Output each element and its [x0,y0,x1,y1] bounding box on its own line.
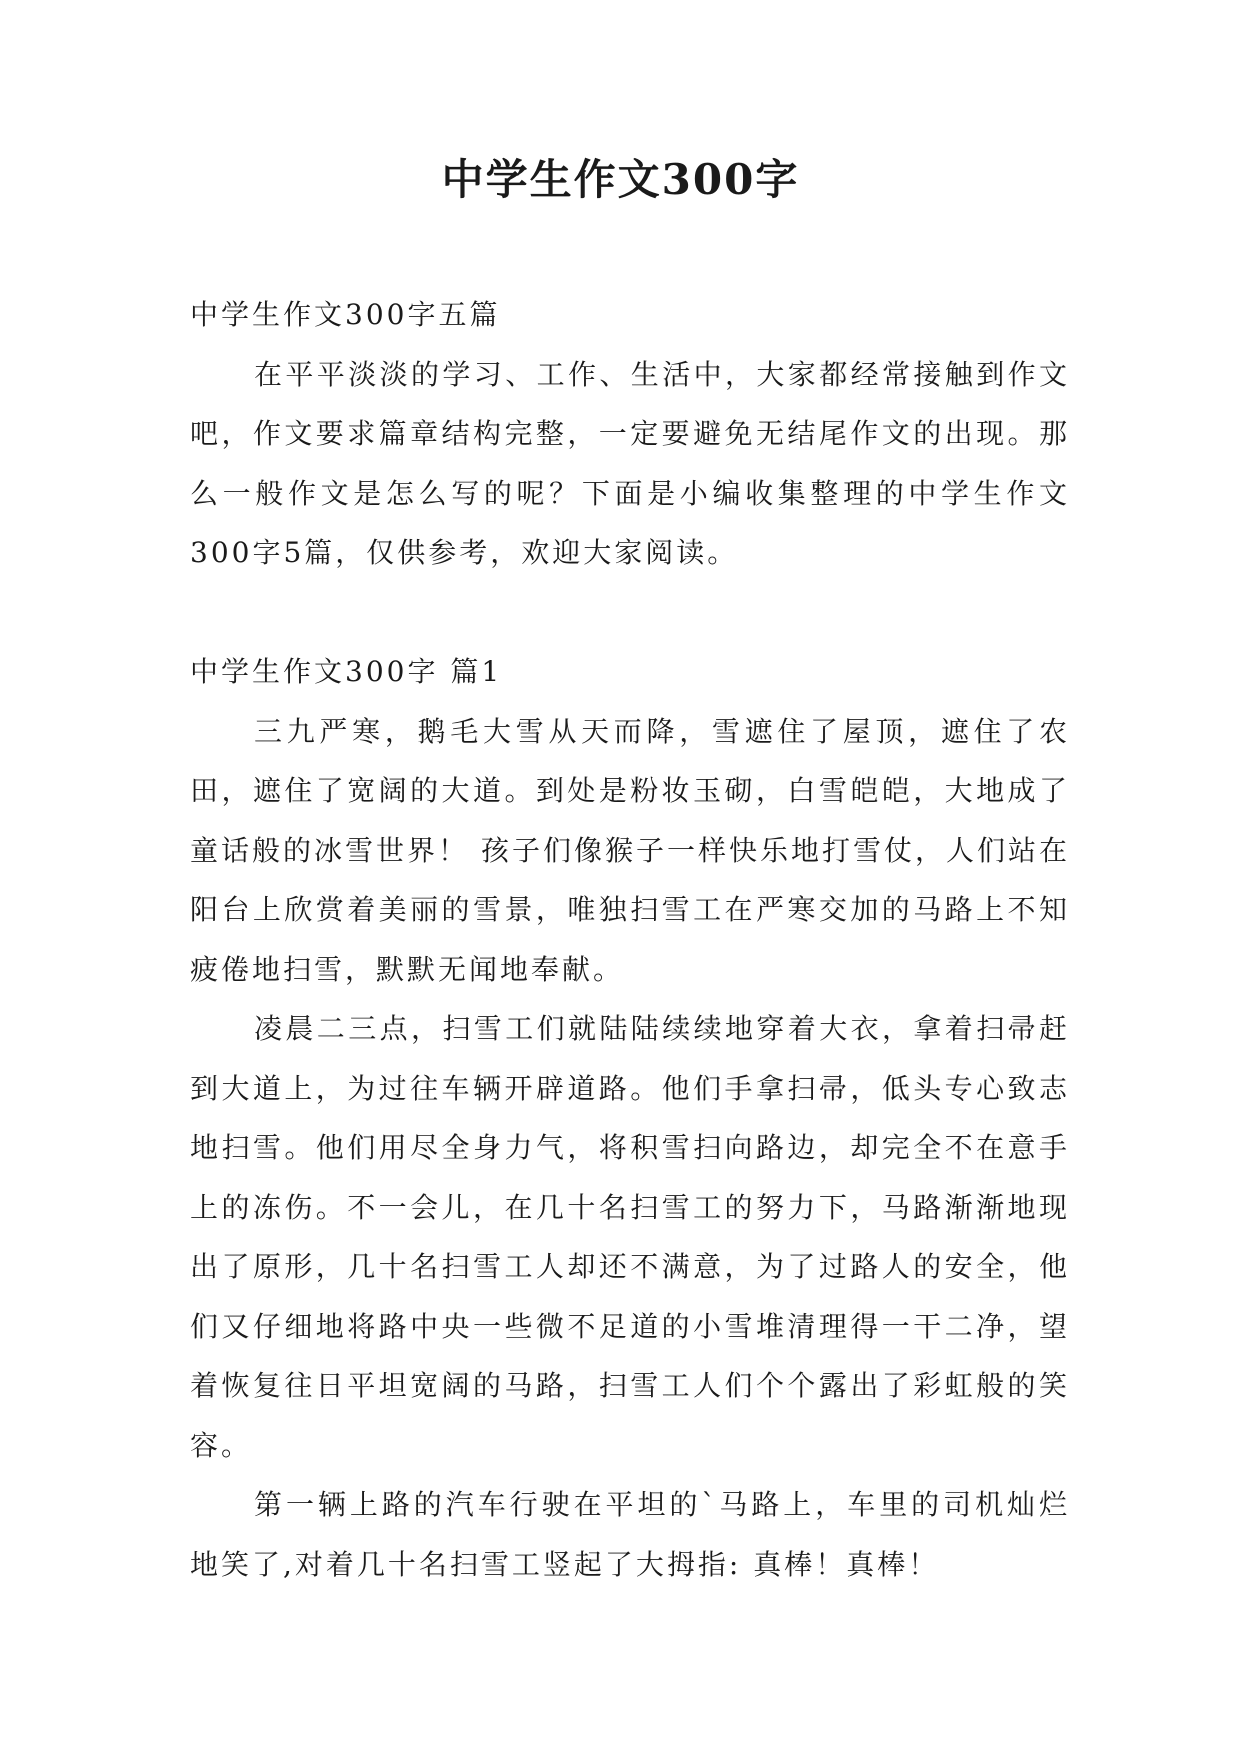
intro-paragraph: 在平平淡淡的学习、工作、生活中，大家都经常接触到作文吧，作文要求篇章结构完整，一定要避免无结尾作文的出现。那么一般作文是怎么写的呢？下面是小编收集整理的中学生作文300字5篇，仅供参考，欢迎大家阅读。 [190,357,1070,569]
document-body [190,285,1070,1594]
document-title: 中学生作文300字 [441,155,800,204]
section-spacer [190,583,1070,643]
intro-heading: 中学生作文300字五篇 [190,298,501,331]
section-heading: 中学生作文300字 篇1 [190,655,503,688]
body-paragraph: 凌晨二三点，扫雪工们就陆陆续续地穿着大衣，拿着扫帚赶到大道上，为过往车辆开辟道路。他们手拿扫帚，低头专心致志地扫雪。他们用尽全身力气，将积雪扫向路边，却完全不在意手上的冻伤。不一会儿，在几十名扫雪工的努力下，马路渐渐地现出了原形，几十名扫雪工人却还不满意，为了过路人的安全，他们又仔细地将路中央一些微不足道的小雪堆清理得一干二净，望着恢复往日平坦宽阔的马路，扫雪工人们个个露出了彩虹般的笑容。 [190,1012,1070,1462]
body-paragraph: 第一辆上路的汽车行驶在平坦的`马路上，车里的司机灿烂地笑了,对着几十名扫雪工竖起了大拇指: 真棒！真棒！ [190,1488,1070,1581]
body-paragraph: 三九严寒，鹅毛大雪从天而降，雪遮住了屋顶，遮住了农田，遮住了宽阔的大道。到处是粉妆玉砌，白雪皑皑，大地成了童话般的冰雪世界！ 孩子们像猴子一样快乐地打雪仗，人们站在阳台上欣赏着美丽的雪景，唯独扫雪工在严寒交加的马路上不知疲倦地扫雪，默默无闻地奉献。 [190,714,1070,986]
